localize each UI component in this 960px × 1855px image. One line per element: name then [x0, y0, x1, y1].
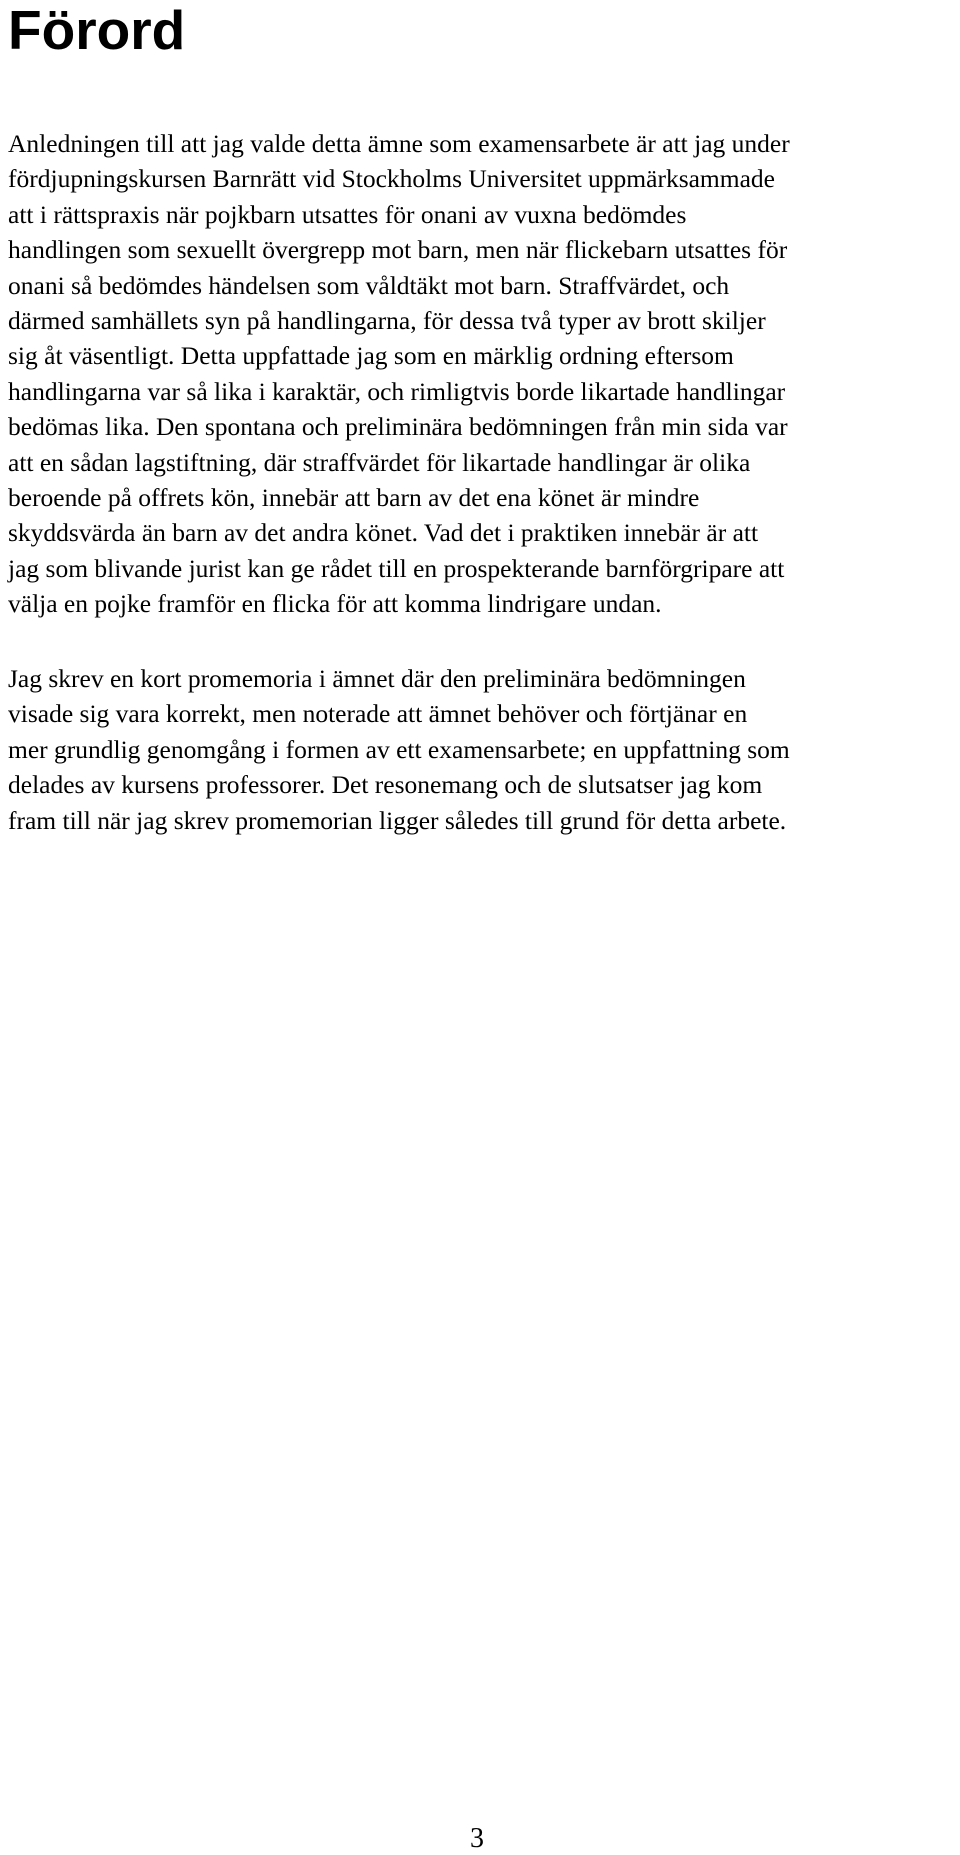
paragraph-2: Jag skrev en kort promemoria i ämnet där den preliminära bedömningen visade sig vara korrekt, men noterade att ämnet behöver och förtjänar en mer grundlig genomgång i formen av ett examensarbete; en uppfattning som delades av kursens professorer. Det resonemang och de slutsatser jag kom fram till när jag skrev promemorian ligger således till grund för detta arbete.: [8, 664, 790, 835]
page-number: 3: [470, 1823, 484, 1854]
paragraph-1: Anledningen till att jag valde detta ämne som examensarbete är att jag under fördjupningskursen Barnrätt vid Stockholms Universitet uppmärksammade att i rättspraxis när pojkbarn utsattes för onani av vuxna bedömdes handlingen som sexuellt övergrepp mot barn, men när flickebarn utsattes för onani så bedömdes händelsen som våldtäkt mot barn. Straffvärdet, och därmed samhällets syn på handlingarna, för dessa två typer av brott skiljer sig åt väsentligt. Detta uppfattade jag som en märklig ordning eftersom handlingarna var så lika i karaktär, och rimligtvis borde likartade handlingar bedömas lika. Den spontana och preliminära bedömningen från min sida var att en sådan lagstiftning, där straffvärdet för likartade handlingar är olika beroende på offrets kön, innebär att barn av det ena könet är mindre skyddsvärda än barn av det andra könet. Vad det i praktiken innebär är att jag som blivande jurist kan ge rådet till en prospekterande barnförgripare att välja en pojke framför en flicka för att komma lindrigare undan.: [8, 129, 790, 619]
page-title: Förord: [8, 0, 186, 61]
